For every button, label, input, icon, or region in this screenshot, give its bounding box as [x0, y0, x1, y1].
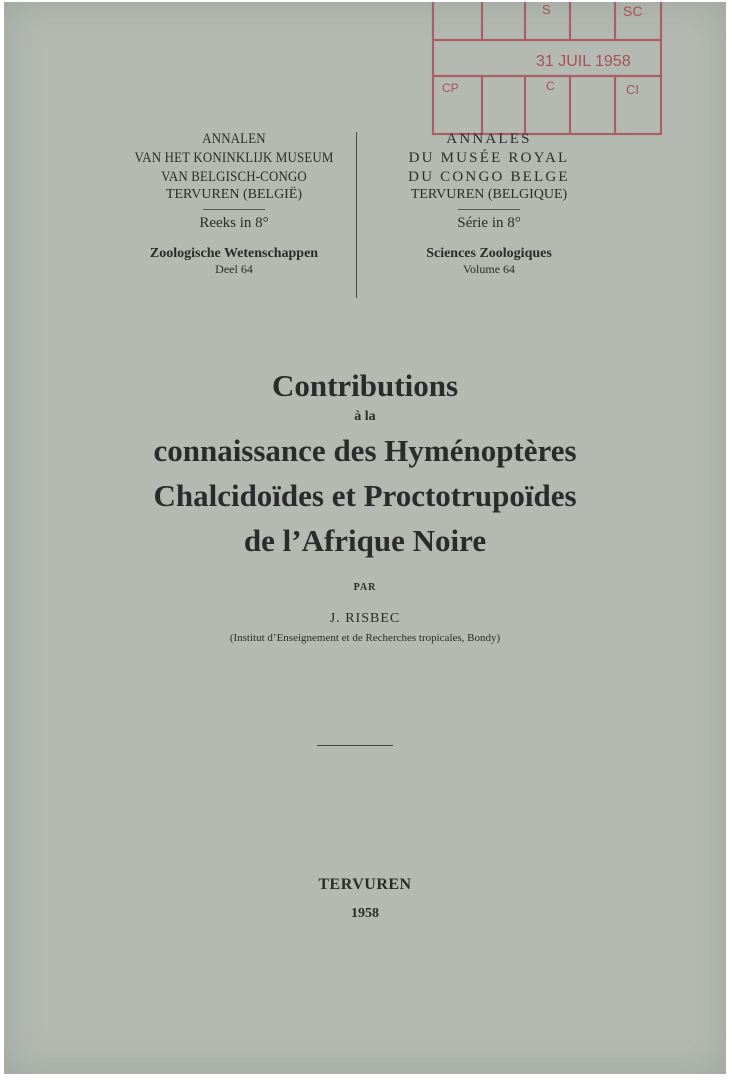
french-divider [458, 209, 520, 210]
dutch-divider [203, 209, 265, 210]
french-field: Sciences Zoologiques [426, 245, 552, 261]
french-museum-line: DU MUSÉE ROYAL [408, 149, 570, 166]
imprint [4, 876, 726, 922]
title-block [4, 370, 726, 556]
french-location: TERVUREN (BELGIQUE) [410, 187, 568, 203]
author-name: J. RISBEC [329, 611, 401, 626]
center-divider [317, 745, 393, 746]
title-connector: à la [354, 409, 376, 424]
stamp-cell-s: S [542, 2, 551, 17]
dutch-field: Zoologische Wetenschappen [149, 245, 319, 261]
title-line-3: Chalcidoïdes et Proctotrupoïdes [153, 478, 577, 513]
library-date-stamp [430, 2, 664, 140]
stamp-cell-cp: CP [442, 81, 459, 95]
dutch-series: Reeks in 8° [199, 214, 269, 231]
dutch-header [84, 130, 384, 277]
title-line-2: connaissance des Hyménoptères [153, 433, 577, 468]
book-cover [4, 2, 726, 1074]
french-header [369, 130, 609, 277]
french-annales: ANNALES [446, 131, 532, 147]
stamp-cell-sc: SC [623, 3, 643, 19]
title-line-4: de l’Afrique Noire [243, 523, 487, 558]
stamp-cell-ci: CI [626, 82, 639, 97]
stamp-cell-c: C [546, 79, 555, 93]
dutch-museum-line: VAN HET KONINKLIJK MUSEUM [134, 149, 334, 166]
french-volume: Volume 64 [462, 262, 516, 276]
imprint-year: 1958 [351, 906, 379, 921]
byline-par: PAR [353, 582, 377, 593]
dutch-congo-line: VAN BELGISCH-CONGO [161, 168, 307, 185]
dutch-volume: Deel 64 [215, 262, 253, 276]
author-institution: (Institut d’Enseignement et de Recherches tropicales, Bondy) [229, 632, 501, 644]
byline [4, 582, 726, 644]
title-line-1: Contributions [271, 368, 459, 403]
dutch-location: TERVUREN (BELGIË) [165, 187, 303, 203]
imprint-place: TERVUREN [318, 876, 412, 893]
header-column-divider [356, 132, 357, 298]
dutch-annalen: ANNALEN [202, 131, 266, 147]
stamp-date: 31 JUIL 1958 [536, 53, 631, 70]
french-series: Série in 8° [457, 214, 521, 231]
french-congo-line: DU CONGO BELGE [408, 168, 570, 185]
